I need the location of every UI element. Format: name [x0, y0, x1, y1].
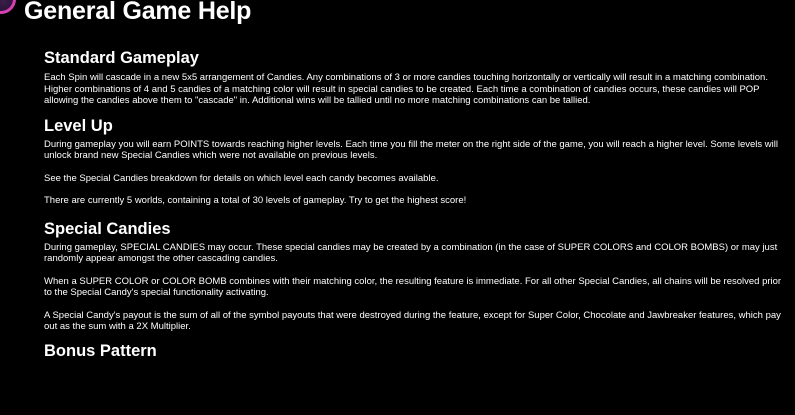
section-paragraph: See the Special Candies breakdown for details on which level each candy becomes available.: [44, 172, 439, 184]
section-heading: Special Candies: [44, 219, 171, 238]
section-level-up: [44, 115, 788, 207]
page-title: General Game Help: [24, 0, 252, 25]
help-content: [44, 47, 788, 362]
section-heading: Level Up: [44, 116, 113, 135]
section-standard-gameplay: [44, 47, 788, 107]
section-paragraph: During gameplay you will earn POINTS towards reaching higher levels. Each time you fill the meter on the right side of the game, you will reach a higher level. Some levels will unlock brand new Special Candies which were not available on previous levels.: [44, 138, 778, 161]
section-bonus-pattern: [44, 340, 788, 362]
section-paragraph: When a SUPER COLOR or COLOR BOMB combines with their matching color, the resulting feature is immediate. For all other Special Candies, all chains will be resolved prior to the Special Candy's special functionality activating.: [44, 275, 782, 298]
section-paragraph: There are currently 5 worlds, containing a total of 30 levels of gameplay. Try to get the highest score!: [44, 195, 467, 206]
section-paragraph: A Special Candy's payout is the sum of all of the symbol payouts that were destroyed during the feature, except for Super Color, Chocolate and Jawbreaker features, which pay out as the sum with a 2X Multiplier.: [44, 309, 781, 332]
section-paragraph: During gameplay, SPECIAL CANDIES may occur. These special candies may be created by a combination (in the case of SUPER COLORS and COLOR BOMBS) or may just randomly appear amongst the other cascading candies.: [44, 241, 778, 264]
section-heading: Bonus Pattern: [44, 341, 157, 360]
game-logo-badge: [0, 0, 16, 14]
section-special-candies: [44, 218, 788, 333]
section-heading: Standard Gameplay: [44, 49, 199, 67]
section-paragraph: Each Spin will cascade in a new 5x5 arrangement of Candies. Any combinations of 3 or more candies touching horizontally or vertically will result in a matching combination. Higher combinations of 4 and 5 candies of a matching color will result in special candies to be created. Each time a combination of candies occurs, these candies will POP allowing the candies above them to "cascade" in. Additional wins will be tallied until no more matching combinations can be tallied.: [44, 72, 768, 106]
